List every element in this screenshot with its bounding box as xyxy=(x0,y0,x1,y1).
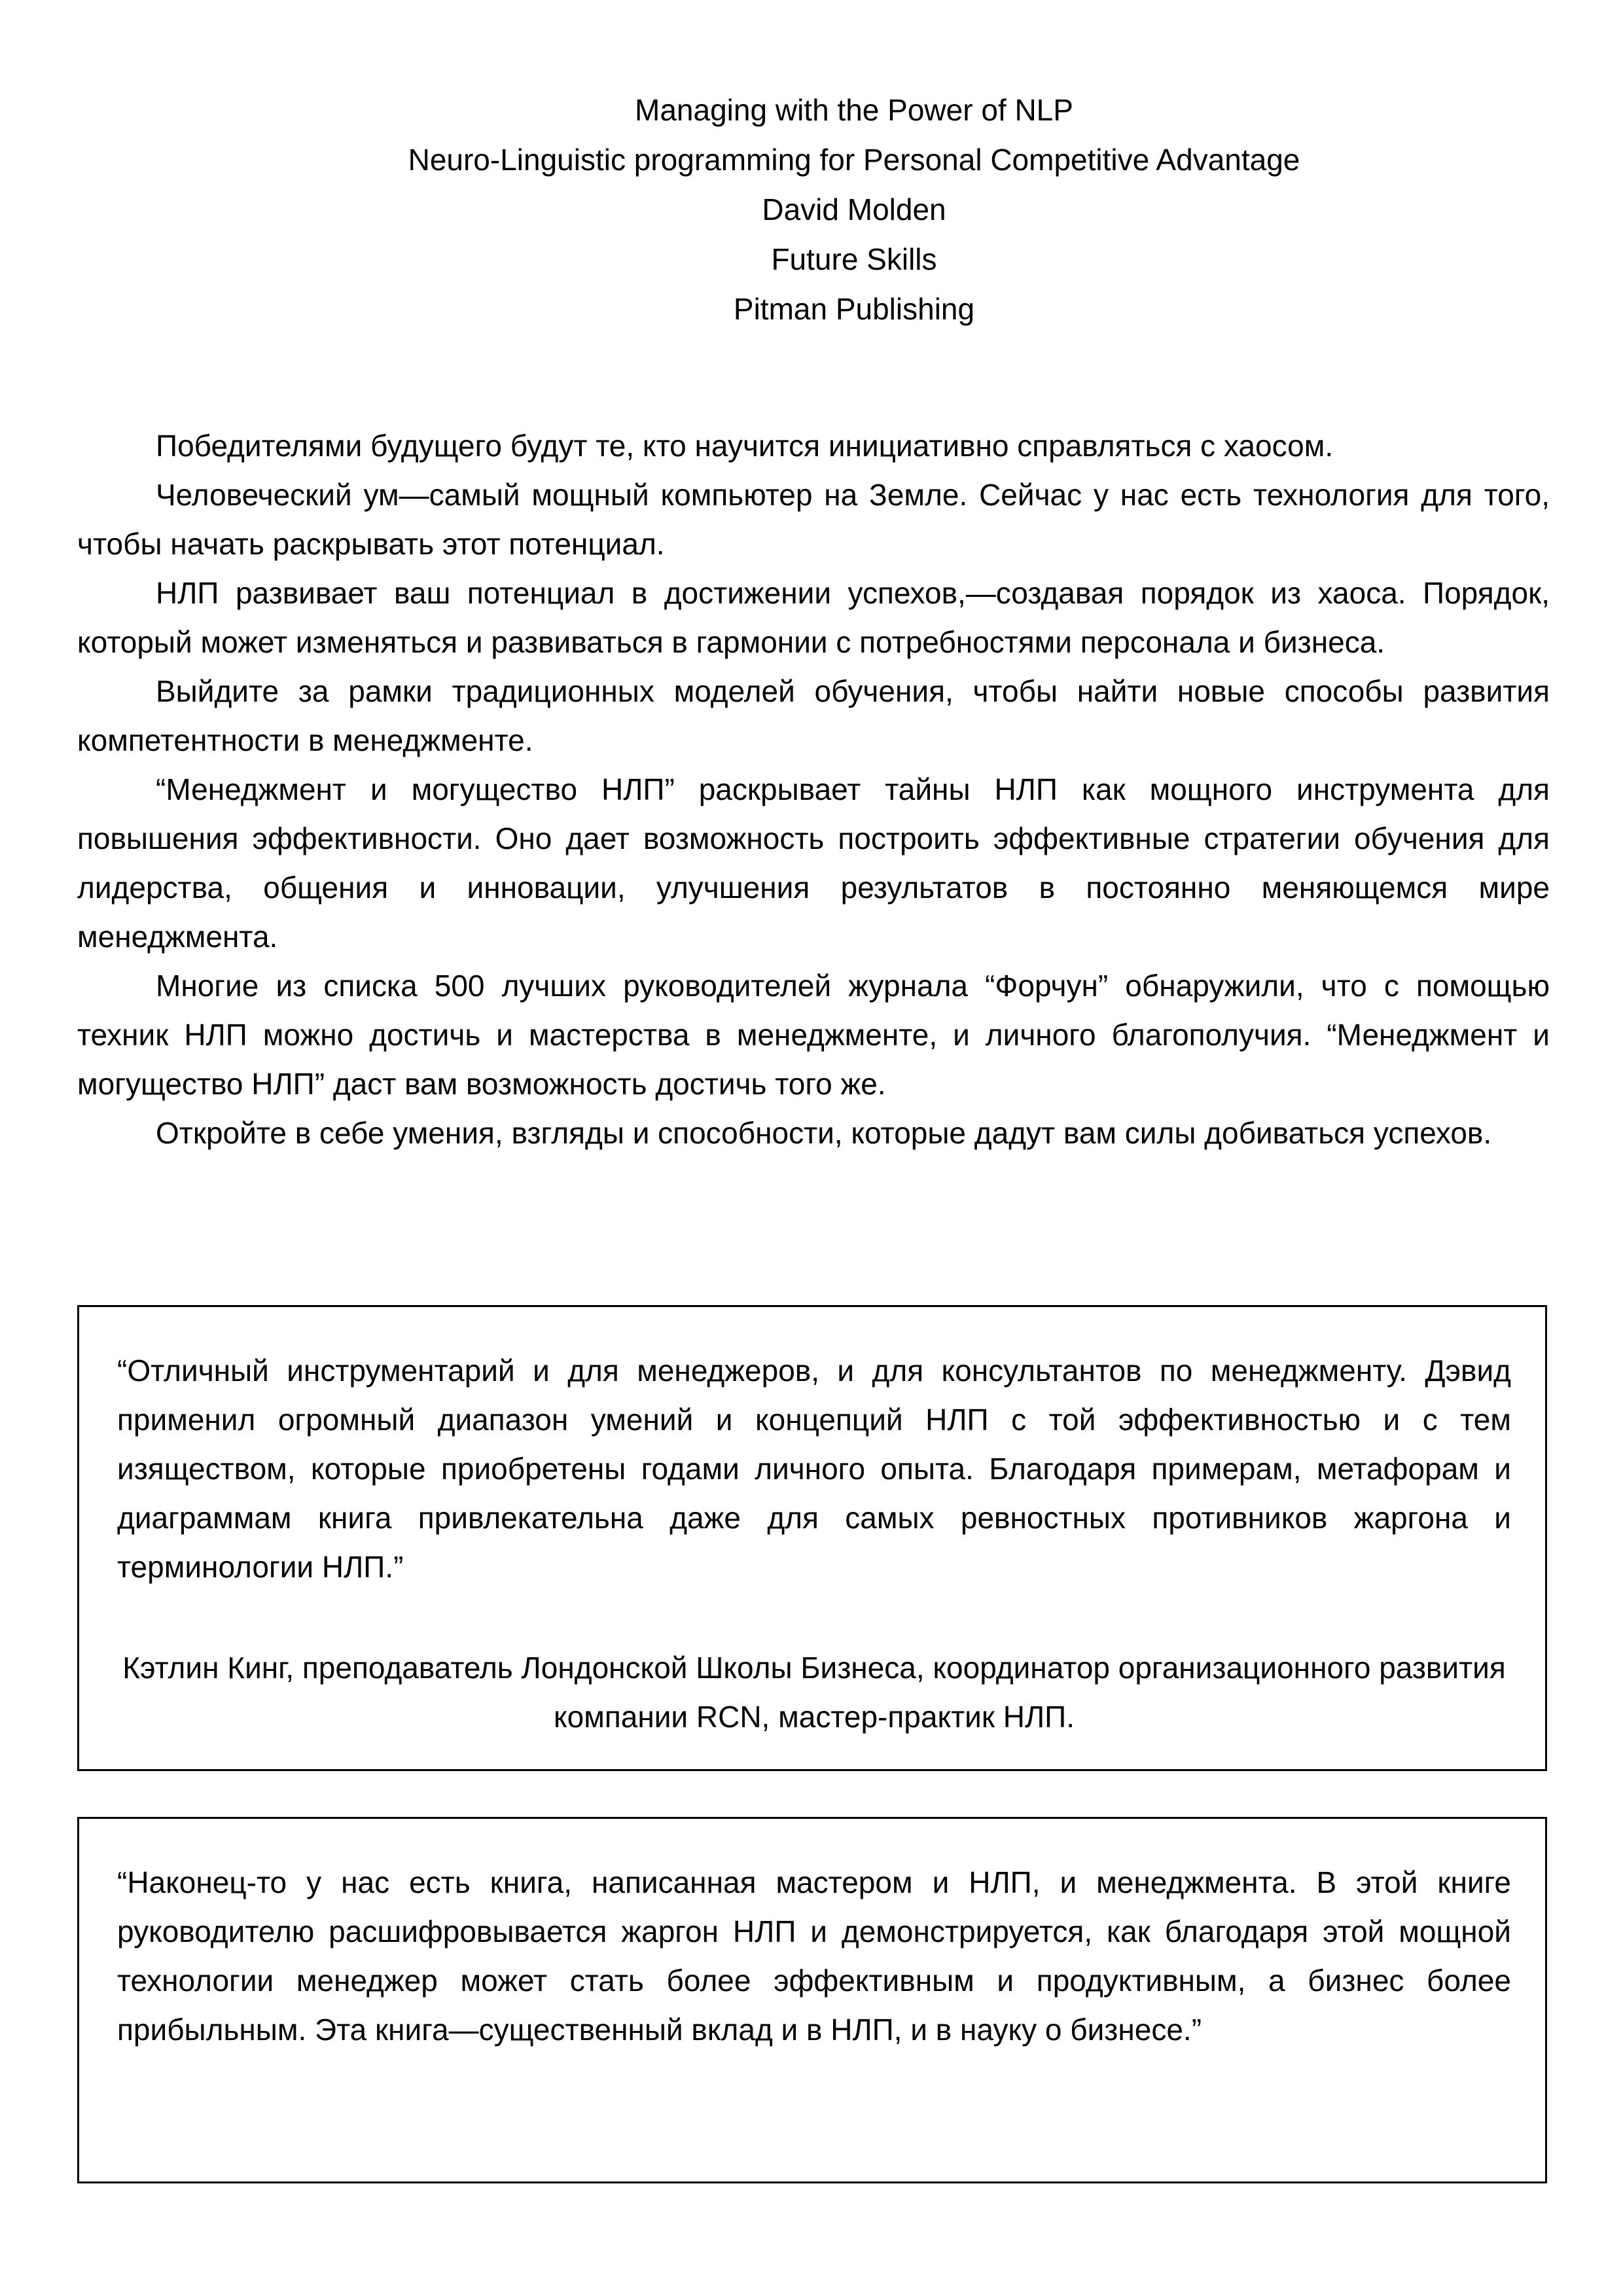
intro-text xyxy=(77,422,1550,1158)
book-subtitle: Neuro-Linguistic programming for Personal Competitive Advantage xyxy=(408,143,1300,177)
testimonial-box-second xyxy=(77,1817,1547,2183)
title-block xyxy=(0,85,1623,334)
book-publisher: Pitman Publishing xyxy=(733,292,975,326)
book-title: Managing with the Power of NLP xyxy=(635,93,1073,127)
intro-paragraph: НЛП развивает ваш потенциал в достижении успехов,—создавая порядок из хаоса. Порядок, который может изменяться и развиваться в гармонии с потребностями персонала и бизнеса. xyxy=(77,576,1550,659)
testimonial-quote: “Отличный инструментарий и для менеджеров, и для консультантов по менеджменту. Дэвид применил огромный диапазон умений и концепций НЛП с той эффективностью и с тем изяществом, которые приобретены годами личного опыта. Благодаря примерам, метафорам и диаграммам книга привлекательна даже для самых ревностных противников жаргона и терминологии НЛП.” xyxy=(117,1354,1511,1584)
intro-paragraph: “Менеджмент и могущество НЛП” раскрывает тайны НЛП как мощного инструмента для повышения эффективности. Оно дает возможность построить эффективные стратегии обучения для лидерства, общения и инновации, улучшения результатов в постоянно меняющемся мире менеджмента. xyxy=(77,772,1550,954)
intro-paragraph: Откройте в себе умения, взгляды и способности, которые дадут вам силы добиваться успехов. xyxy=(156,1116,1492,1150)
intro-paragraph: Победителями будущего будут те, кто научится инициативно справляться с хаосом. xyxy=(156,429,1334,463)
testimonial-box-king xyxy=(77,1305,1547,1771)
intro-paragraph: Выйдите за рамки традиционных моделей обучения, чтобы найти новые способы развития компетентности в менеджменте. xyxy=(77,674,1550,757)
testimonial-quote: “Наконец-то у нас есть книга, написанная мастером и НЛП, и менеджмента. В этой книге руководителю расшифровывается жаргон НЛП и демонстрируется, как благодаря этой мощной технологии менеджер может стать более эффективным и продуктивным, а бизнес более прибыльным. Эта книга—существенный вклад и в НЛП, и в науку о бизнесе.” xyxy=(117,1865,1511,2047)
testimonial-attribution: Кэтлин Кинг, преподаватель Лондонской Школы Бизнеса, координатор организационного развития компании RCN, мастер-практик НЛП. xyxy=(122,1651,1506,1734)
book-author: David Molden xyxy=(762,192,946,226)
intro-paragraph: Многие из списка 500 лучших руководителей журнала “Форчун” обнаружили, что с помощью техник НЛП можно достичь и мастерства в менеджменте, и личного благополучия. “Менеджмент и могущество НЛП” даст вам возможность достичь того же. xyxy=(77,969,1550,1101)
intro-paragraph: Человеческий ум—самый мощный компьютер на Земле. Сейчас у нас есть технология для того, чтобы начать раскрывать этот потенциал. xyxy=(77,478,1550,561)
book-series: Future Skills xyxy=(771,242,937,276)
